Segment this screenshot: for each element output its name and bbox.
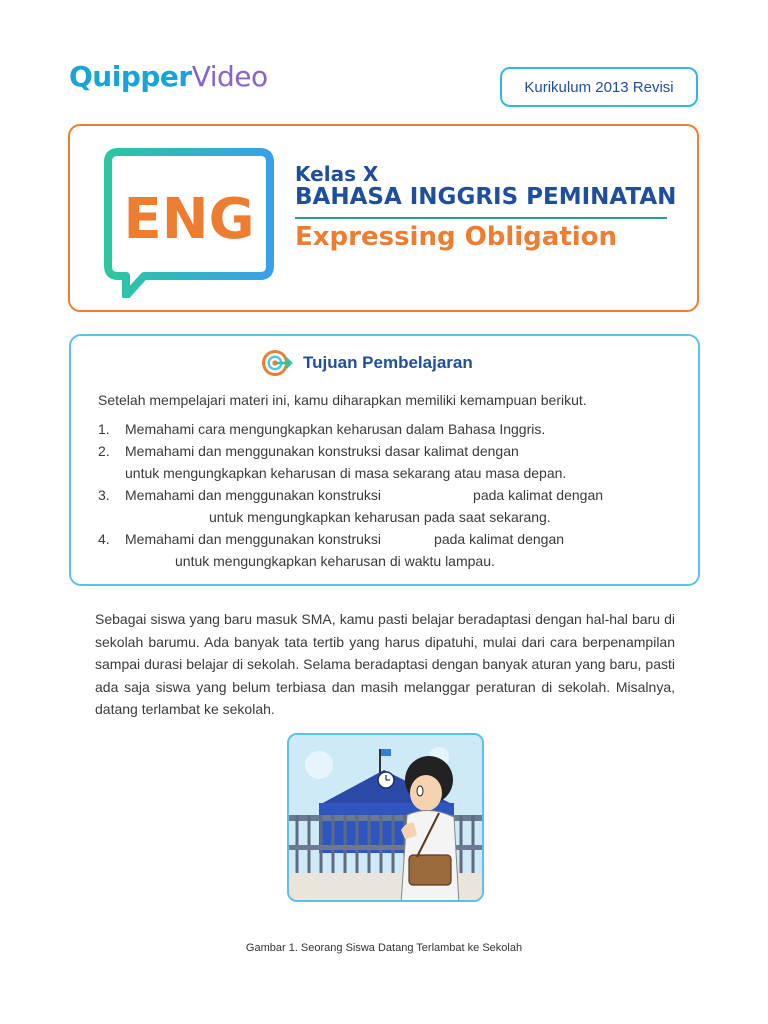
late-student-illustration xyxy=(287,733,484,902)
eng-icon-text: ENG xyxy=(123,187,255,252)
title-divider xyxy=(295,217,667,219)
list-item: 1. Memahami cara mengungkapkan keharusan dalam Bahasa Inggris. xyxy=(98,421,546,437)
learning-goals-list xyxy=(98,418,678,572)
logo-video-text: Video xyxy=(191,60,268,93)
eng-speech-bubble-icon xyxy=(104,148,274,298)
figure-caption: Gambar 1. Seorang Siswa Datang Terlambat ke Sekolah xyxy=(245,942,523,954)
learning-goals-intro: Setelah mempelajari materi ini, kamu diharapkan memiliki kemampuan berikut. xyxy=(98,392,587,408)
list-item: 3. Memahami dan menggunakan konstruksi pada kalimat dengan xyxy=(98,487,604,503)
school-gate-illustration xyxy=(289,735,484,902)
list-item: 2. Memahami dan menggunakan konstruksi dasar kalimat dengan xyxy=(98,443,519,459)
grade-label: Kelas X xyxy=(295,162,379,186)
learning-goals-header xyxy=(261,348,473,378)
learning-goals-title: Tujuan Pembelajaran xyxy=(303,353,473,372)
quipper-video-logo xyxy=(69,60,268,93)
curriculum-badge: Kurikulum 2013 Revisi xyxy=(500,67,698,107)
list-item: 4. Memahami dan menggunakan konstruksi pada kalimat dengan xyxy=(98,531,565,547)
intro-paragraph: Sebagai siswa yang baru masuk SMA, kamu pasti belajar beradaptasi dengan hal-hal baru di sekolah barumu. Ada banyak tata tertib yang harus dipatuhi, mulai dari cara berpenampilan sampai durasi belajar di sekolah. Selama beradaptasi dengan banyak aturan yang baru, pasti ada saja siswa yang belum terbiasa dan masih melanggar peraturan di sekolah. Misalnya, datang terlambat ke sekolah. xyxy=(95,611,675,718)
learning-goals-box xyxy=(69,334,700,586)
list-item-continuation: untuk mengungkapkan keharusan di waktu lampau. xyxy=(175,553,495,569)
list-item-continuation: untuk mengungkapkan keharusan pada saat sekarang. xyxy=(209,509,551,525)
list-item-continuation: untuk mengungkapkan keharusan di masa sekarang atau masa depan. xyxy=(125,465,567,481)
logo-quipper-text: Quipper xyxy=(69,60,192,93)
topic-title: Expressing Obligation xyxy=(295,222,618,252)
target-icon xyxy=(261,348,293,378)
title-card xyxy=(68,124,699,312)
subject-title: BAHASA INGGRIS PEMINATAN xyxy=(295,184,677,210)
